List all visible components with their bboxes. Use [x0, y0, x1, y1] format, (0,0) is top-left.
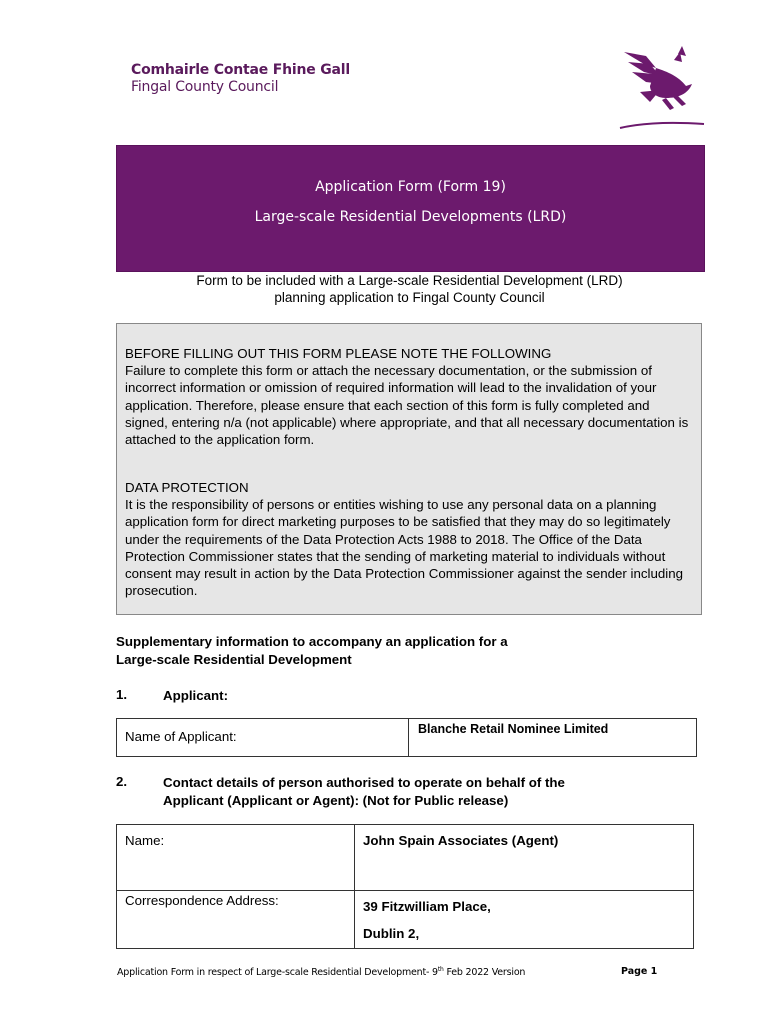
notice-box: [116, 323, 702, 615]
notice-instructions: [125, 345, 691, 448]
footer-text: Application Form in respect of Large-scale Residential Development- 9: [117, 967, 438, 979]
footer-text-after: Feb 2022 Version: [443, 967, 526, 979]
contact-name-label-cell: [117, 825, 355, 891]
data-protection-body: It is the responsibility of persons or entities wishing to use any personal data on a planning application form for direct marketing purposes to be satisfied that they may do so legitimately under the requirements of the Data Protection Acts 1988 to 2018. The Office of the Data Protection Commissioner states that the sending of marketing material to individuals without consent may result in action by the Data Protection Commissioner against the sender including prosecution.: [125, 497, 684, 599]
applicant-name-field[interactable]: [409, 719, 697, 757]
contact-table: [116, 824, 694, 949]
data-protection-notice: [125, 479, 691, 599]
contact-address-label-cell: [117, 891, 355, 949]
intro-line-1: Form to be included with a Large-scale Residential Development (LRD): [196, 273, 623, 288]
supplementary-line-1: Supplementary information to accompany an application for a: [116, 634, 508, 649]
council-name-english: Fingal County Council: [131, 79, 279, 95]
applicant-table: [116, 718, 697, 757]
contact-name-value: John Spain Associates (Agent): [363, 833, 559, 848]
data-protection-heading: DATA PROTECTION: [125, 480, 249, 495]
contact-name-label: Name:: [125, 833, 165, 848]
applicant-name-value: Blanche Retail Nominee Limited: [418, 722, 609, 736]
council-name: [131, 62, 350, 96]
contact-address-field[interactable]: [355, 891, 694, 949]
intro-line-2: planning application to Fingal County Council: [274, 290, 545, 305]
notice-heading: BEFORE FILLING OUT THIS FORM PLEASE NOTE THE FOLLOWING: [125, 346, 552, 361]
supplementary-line-2: Large-scale Residential Development: [116, 652, 352, 667]
section-2-title: [163, 774, 565, 810]
section-1-title: Applicant:: [163, 688, 229, 703]
intro-text: [116, 272, 703, 306]
address-line-2: Dublin 2,: [363, 926, 420, 941]
footer-version: [117, 966, 525, 978]
section-1-number: 1.: [116, 687, 128, 702]
footer-sup: th: [437, 966, 444, 973]
form-title-banner: [116, 145, 705, 272]
section-2-title-line-2: Applicant (Applicant or Agent): (Not for Public release): [163, 793, 509, 808]
supplementary-heading: [116, 633, 508, 669]
section-2-number: 2.: [116, 774, 128, 789]
contact-address-label: Correspondence Address:: [125, 893, 279, 908]
section-2-title-line-1: Contact details of person authorised to operate on behalf of the: [163, 775, 565, 790]
form-subtitle: Large-scale Residential Developments (LRD): [254, 209, 567, 225]
form-title: Application Form (Form 19): [315, 179, 506, 195]
applicant-name-label: Name of Applicant:: [125, 729, 237, 744]
address-line-1: 39 Fitzwilliam Place,: [363, 899, 491, 914]
contact-name-field[interactable]: [355, 825, 694, 891]
bird-logo-icon: [616, 42, 706, 132]
contact-address-value: [355, 891, 693, 947]
applicant-name-label-cell: [117, 719, 409, 757]
page-number: Page 1: [621, 966, 658, 977]
council-name-irish: Comhairle Contae Fhine Gall: [131, 62, 350, 78]
notice-body: Failure to complete this form or attach the necessary documentation, or the submission of incorrect information or omission of required information will lead to the invalidation of your application. Therefore, please ensure that each section of this form is fully completed and signed, entering n/a (not applicable) where appropriate, and that all necessary documentation is attached to the application form.: [125, 363, 689, 448]
